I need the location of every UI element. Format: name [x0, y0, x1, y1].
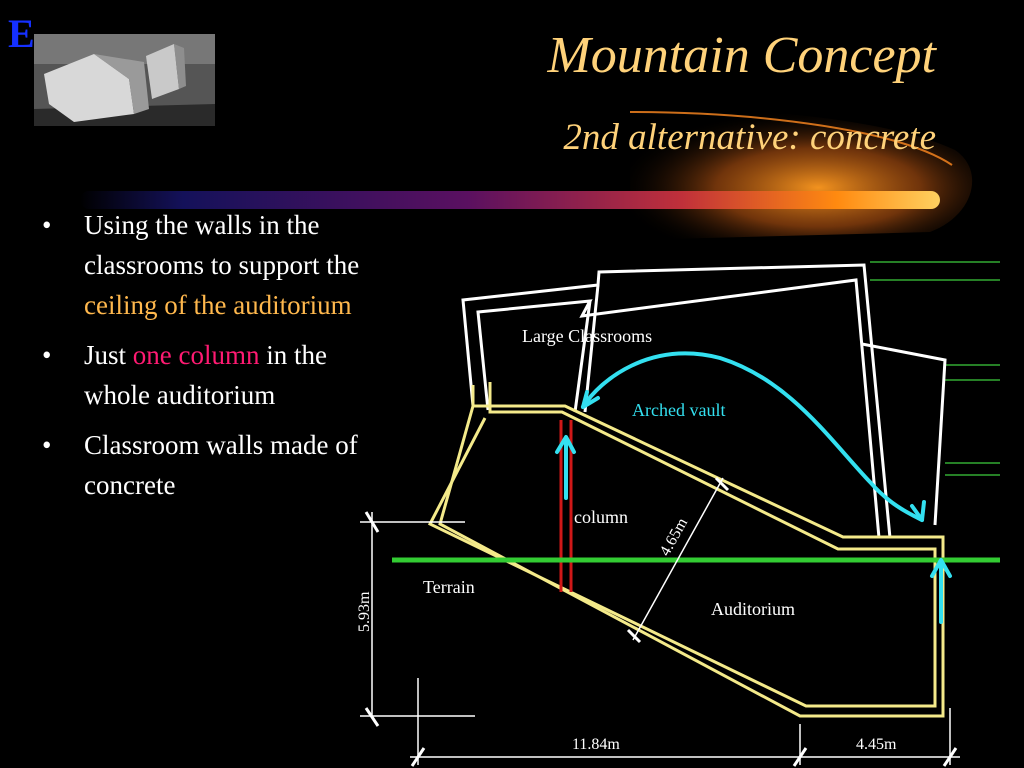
dimension-width-1: 11.84m [572, 736, 620, 753]
dimension-diagonal: 4.65m [656, 515, 692, 559]
label-terrain: Terrain [423, 577, 475, 597]
bullet-text: Using the walls in the classrooms to support the [84, 210, 360, 280]
auditorium-walls [430, 382, 943, 716]
bullet-dot: • [42, 340, 52, 370]
label-auditorium: Auditorium [711, 599, 795, 619]
dimension-width-2: 4.45m [856, 736, 897, 753]
bullet-dot: • [42, 210, 52, 240]
dimension-lines [360, 478, 960, 766]
bullet-text: in the whole auditorium [84, 340, 328, 410]
load-arrows [557, 353, 950, 622]
label-arched-vault: Arched vault [632, 400, 726, 420]
bullet-highlight: one column [132, 340, 260, 370]
page-title: Mountain Concept [547, 27, 936, 84]
side-lines [870, 262, 1000, 475]
label-column: column [574, 507, 628, 527]
bullet-dot: • [42, 430, 52, 460]
label-large-classrooms: Large Classrooms [522, 326, 653, 346]
logo-letter: E [8, 11, 35, 56]
dimension-height: 5.93m [356, 591, 373, 632]
page-subtitle: 2nd alternative: concrete [563, 117, 936, 158]
bullet-text: Classroom walls made of concrete [84, 430, 358, 500]
bullet-highlight: ceiling of the auditorium [84, 290, 352, 320]
bullet-text: Just [84, 340, 133, 370]
